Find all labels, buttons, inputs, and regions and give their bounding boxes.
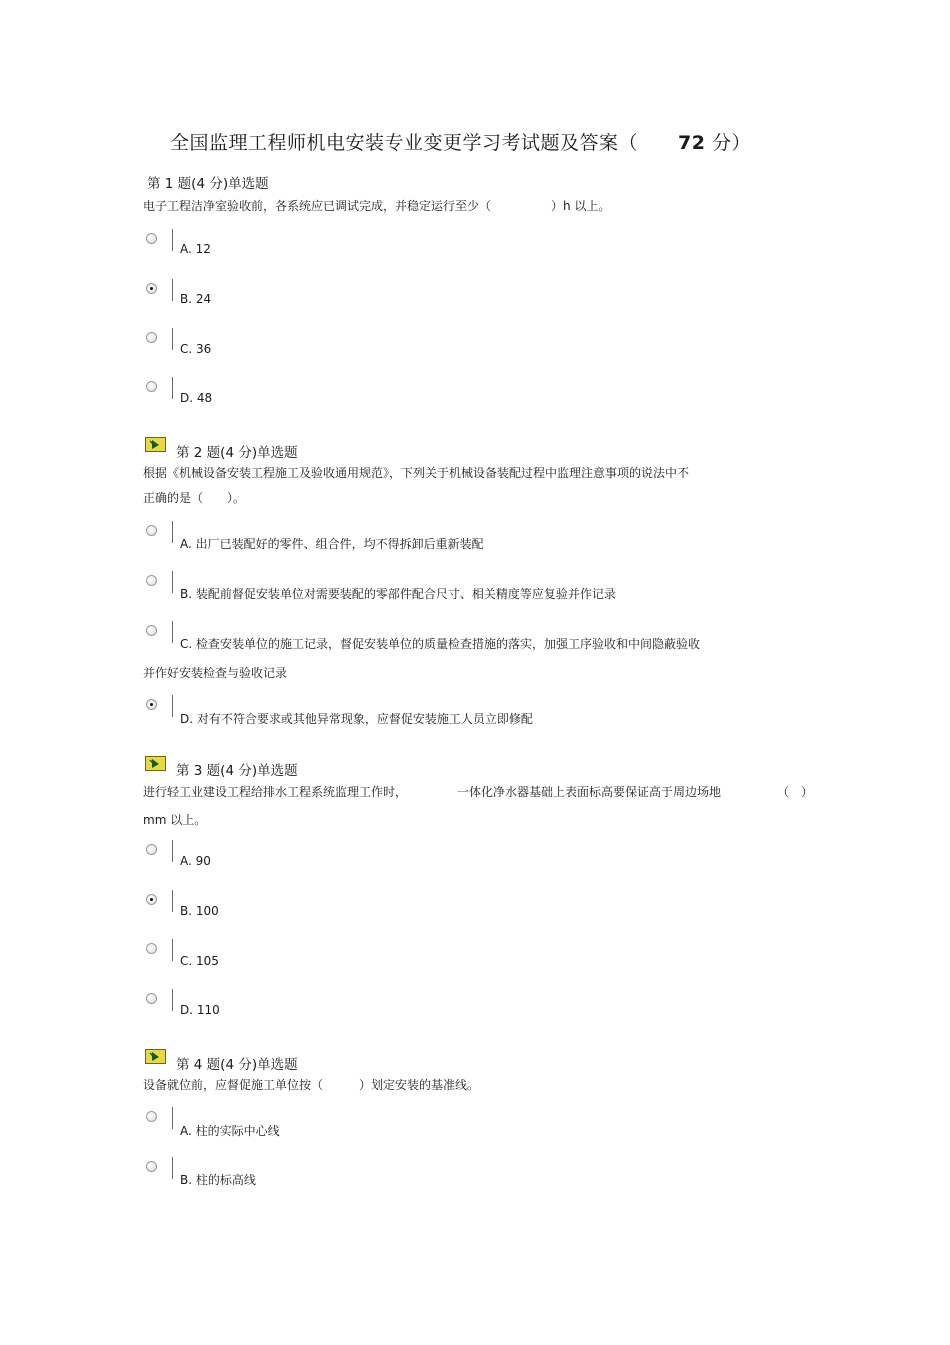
question-1-text: 电子工程洁净室验收前，各系统应已调试完成，并稳定运行至少（ ）h 以上。 — [143, 199, 611, 213]
question-1-option-d-label: D. 48 — [180, 391, 213, 405]
option-divider — [172, 890, 173, 912]
question-1-header: 第 1 题(4 分)单选题 — [147, 176, 269, 192]
option-divider — [172, 1107, 173, 1129]
option-divider — [172, 229, 173, 251]
option-divider — [172, 1157, 173, 1179]
question-1-option-a-label: A. 12 — [180, 242, 211, 256]
option-divider — [172, 840, 173, 862]
question-3-option-b-label: B. 100 — [180, 904, 219, 918]
question-1-option-c-label: C. 36 — [180, 342, 212, 356]
question-2-option-c-radio[interactable] — [146, 625, 157, 636]
option-divider — [172, 939, 173, 961]
question-4-option-b-radio[interactable] — [146, 1161, 157, 1172]
question-2-text-line-2: 正确的是（ ）。 — [143, 491, 246, 505]
question-4-option-a-label: A. 柱的实际中心线 — [180, 1124, 280, 1138]
question-2-option-b-radio[interactable] — [146, 575, 157, 586]
option-divider — [172, 328, 173, 350]
question-1-option-c-radio[interactable] — [146, 332, 157, 343]
question-3-option-c-radio[interactable] — [146, 943, 157, 954]
question-3-text-part-3: （ ） — [777, 785, 814, 799]
question-4-option-a-radio[interactable] — [146, 1111, 157, 1122]
pencil-note-icon — [145, 756, 166, 771]
question-4-header: 第 4 题(4 分)单选题 — [176, 1057, 298, 1073]
option-divider — [172, 377, 173, 399]
question-3-text-part-2: 一体化净水器基础上表面标高要保证高于周边场地 — [457, 785, 722, 799]
option-divider — [172, 989, 173, 1011]
document-title — [170, 128, 751, 155]
option-divider — [172, 521, 173, 543]
document-title-text: 全国监理工程师机电安装专业变更学习考试题及答案（ — [170, 132, 639, 154]
option-divider — [172, 695, 173, 717]
question-2-option-a-radio[interactable] — [146, 525, 157, 536]
question-3-header: 第 3 题(4 分)单选题 — [176, 763, 298, 779]
question-1-option-b-label: B. 24 — [180, 292, 212, 306]
question-2-text-line-1: 根据《机械设备安装工程施工及验收通用规范》，下列关于机械设备装配过程中监理注意事项的说法中不 — [143, 466, 690, 480]
question-2-option-d-label: D. 对有不符合要求或其他异常现象，应督促安装施工人员立即修配 — [180, 712, 533, 726]
question-4-option-b-label: B. 柱的标高线 — [180, 1173, 256, 1187]
document-score-suffix: 分） — [712, 132, 752, 154]
question-3-option-d-label: D. 110 — [180, 1003, 220, 1017]
question-2-option-c-continuation: 并作好安装检查与验收记录 — [143, 666, 288, 680]
question-3-text-line-2: mm 以上。 — [143, 813, 207, 827]
pencil-note-icon — [145, 1049, 166, 1064]
question-3-option-b-radio[interactable] — [146, 894, 157, 905]
question-2-option-b-label: B. 装配前督促安装单位对需要装配的零部件配合尺寸、相关精度等应复验并作记录 — [180, 587, 616, 601]
option-divider — [172, 571, 173, 593]
question-3-text-part-1: 进行轻工业建设工程给排水工程系统监理工作时， — [143, 785, 408, 799]
question-3-option-a-label: A. 90 — [180, 854, 211, 868]
question-3-option-c-label: C. 105 — [180, 954, 219, 968]
question-1-option-d-radio[interactable] — [146, 381, 157, 392]
option-divider — [172, 621, 173, 643]
question-4-text: 设备就位前，应督促施工单位按（ ）划定安装的基准线。 — [143, 1078, 480, 1092]
question-3-option-a-radio[interactable] — [146, 844, 157, 855]
question-2-header: 第 2 题(4 分)单选题 — [176, 445, 298, 461]
document-score: 72 — [678, 132, 706, 154]
question-3-option-d-radio[interactable] — [146, 993, 157, 1004]
question-2-option-d-radio[interactable] — [146, 699, 157, 710]
question-1-option-a-radio[interactable] — [146, 233, 157, 244]
question-2-option-a-label: A. 出厂已装配好的零件、组合件，均不得拆卸后重新装配 — [180, 537, 484, 551]
option-divider — [172, 279, 173, 301]
question-1-option-b-radio[interactable] — [146, 283, 157, 294]
pencil-note-icon — [145, 437, 166, 452]
question-2-option-c-label: C. 检查安装单位的施工记录，督促安装单位的质量检查措施的落实，加强工序验收和中间隐蔽验收 — [180, 637, 701, 651]
